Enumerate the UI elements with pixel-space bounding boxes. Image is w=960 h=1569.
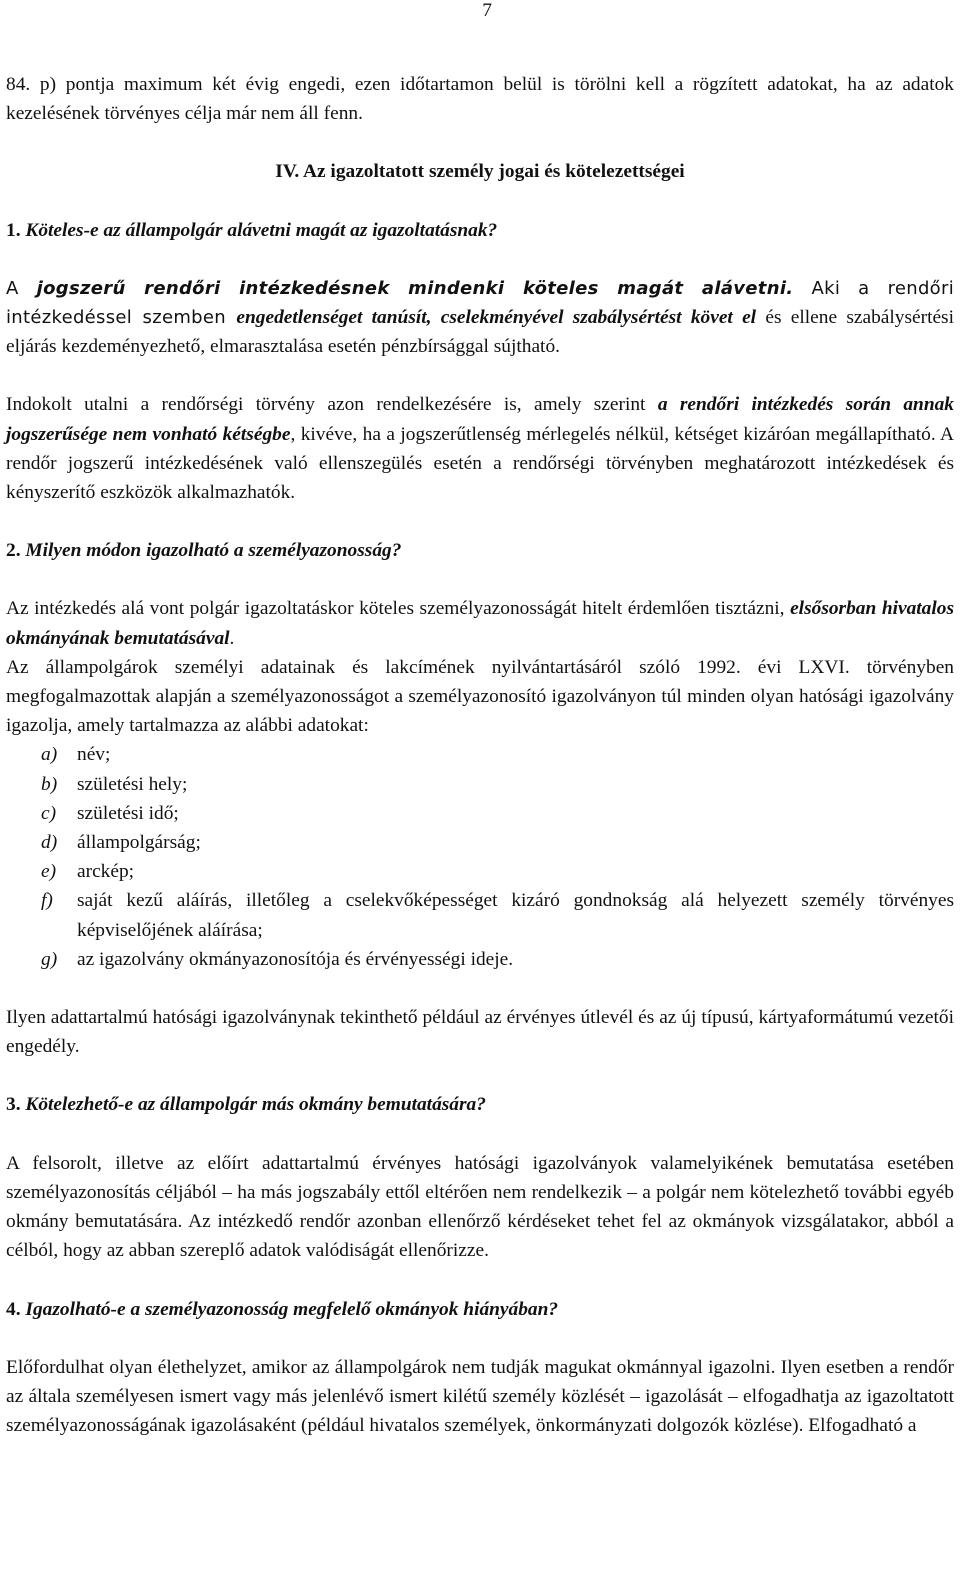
q2-paragraph-1 bbox=[6, 594, 954, 652]
chapter-title: IV. Az igazoltatott személy jogai és kötelezettségei bbox=[275, 161, 685, 183]
q1-p1-a: A bbox=[6, 277, 37, 299]
list-item-label: e) bbox=[41, 861, 57, 883]
list-item-text: saját kezű aláírás, illetőleg a cselekvőképességet kizáró gondnokság alá helyezett személy törvényes képviselőjének aláírása; bbox=[77, 890, 954, 941]
list-item bbox=[6, 886, 954, 944]
q2-paragraph-3: Ilyen adattartalmú hatósági igazolványnak tekinthető például az érvényes útlevél és az új típusú, kártyaformátumú vezetői engedély. bbox=[6, 1007, 954, 1058]
list-item-label: d) bbox=[41, 832, 58, 854]
list-item-label: g) bbox=[41, 948, 58, 970]
q1-p2-b: a rendőri intézkedés során annak jogszerűsége nem vonható kétségbe bbox=[6, 394, 954, 445]
list-item bbox=[6, 740, 954, 769]
id-data-list bbox=[6, 740, 954, 974]
list-item-text: születési idő; bbox=[77, 802, 179, 824]
question-1-heading bbox=[6, 216, 954, 245]
q2-p1-c: . bbox=[229, 627, 235, 649]
question-2-number: 2. bbox=[6, 540, 21, 562]
list-item-text: név; bbox=[77, 744, 111, 766]
q1-p1-d: engedetlenséget tanúsít, cselekményével szabálysértést követ el bbox=[236, 307, 757, 329]
q1-p1-e: és ellene szabálysértési eljárás kezdeményezhető, elmarasztalása esetén pénzbírsággal sújtható. bbox=[6, 307, 954, 358]
document-body bbox=[6, 70, 954, 1440]
q4-paragraph-1: Előfordulhat olyan élethelyzet, amikor az állampolgárok nem tudják magukat okmánnyal igazolni. Ilyen esetben a rendőr az általa személyesen ismert vagy más jelenlévő ismert kilétű személy közlését – igazolását – elfogadhatja az igazoltatott személyazonosságának igazolásaként (például hivatalos személyek, önkormányzati dolgozók közlése). Elfogadható a bbox=[6, 1356, 954, 1437]
question-3-number: 3. bbox=[6, 1094, 21, 1116]
question-1-number: 1. bbox=[6, 219, 21, 241]
question-4-number: 4. bbox=[6, 1298, 21, 1320]
list-item bbox=[6, 945, 954, 974]
list-item-text: születési hely; bbox=[77, 773, 188, 795]
intro-paragraph: 84. p) pontja maximum két évig engedi, ezen időtartamon belül is törölni kell a rögzített adatokat, ha az adatok kezelésének törvényes célja már nem áll fenn. bbox=[6, 74, 954, 125]
list-item-label: a) bbox=[41, 744, 58, 766]
question-2-heading bbox=[6, 536, 954, 565]
q1-p2-a: Indokolt utalni a rendőrségi törvény azon rendelkezésére is, amely szerint bbox=[6, 394, 658, 416]
q1-p1-b: jogszerű rendőri intézkedésnek mindenki köteles magát alávetni. bbox=[36, 277, 794, 299]
list-item bbox=[6, 828, 954, 857]
page-number: 7 bbox=[482, 0, 492, 21]
question-4-heading bbox=[6, 1295, 954, 1324]
q3-paragraph-1: A felsorolt, illetve az előírt adattartalmú érvényes hatósági igazolványok valamelyikének bemutatása esetében személyazonosítás céljából – ha más jogszabály ettől eltérően nem rendelkezik – a polgár nem kötelezhető további egyéb okmány bemutatására. Az intézkedő rendőr azonban ellenőrző kérdéseket tehet fel az okmányok vizsgálatakor, abból a célból, hogy az abban szereplő adatok valódiságát ellenőrizze. bbox=[6, 1152, 954, 1262]
list-item-label: f) bbox=[41, 890, 53, 912]
list-item-text: az igazolvány okmányazonosítója és érvényességi ideje. bbox=[77, 948, 514, 970]
q1-paragraph-2 bbox=[6, 390, 954, 507]
list-item bbox=[6, 799, 954, 828]
list-item bbox=[6, 857, 954, 886]
q1-paragraph-1 bbox=[6, 274, 954, 362]
list-item-text: arckép; bbox=[77, 861, 135, 883]
q2-paragraph-2: Az állampolgárok személyi adatainak és lakcímének nyilvántartásáról szóló 1992. évi LXVI. törvényben megfogalmazottak alapján a személyazonosságot a személyazonosító igazolványon túl minden olyan hatósági igazolvány igazolja, amely tartalmazza az alábbi adatokat: bbox=[6, 656, 954, 737]
q2-p1-a: Az intézkedés alá vont polgár igazoltatáskor köteles személyazonosságát hitelt érdemlően tisztázni, bbox=[6, 598, 791, 620]
question-3-text: Kötelezhető-e az állampolgár más okmány bemutatására? bbox=[25, 1094, 486, 1116]
list-item bbox=[6, 770, 954, 799]
list-item-label: c) bbox=[41, 802, 57, 824]
q2-p1-b: elsősorban hivatalos okmányának bemutatásával bbox=[6, 598, 955, 649]
question-1-text: Köteles-e az állampolgár alávetni magát az igazoltatásnak? bbox=[25, 219, 498, 241]
question-3-heading bbox=[6, 1090, 954, 1119]
q1-p2-c: , kivéve, ha a jogszerűtlenség mérlegelés nélkül, kétséget kizáróan megállapítható. A rendőr jogszerű intézkedésének való ellenszegülés esetén a rendőrségi törvényben meghatározott intézkedések és kényszerítő eszközök alkalmazhatók. bbox=[6, 423, 955, 504]
list-item-label: b) bbox=[41, 773, 58, 795]
question-4-text: Igazolható-e a személyazonosság megfelelő okmányok hiányában? bbox=[25, 1298, 559, 1320]
q1-p1-c: Aki a rendőri intézkedéssel szemben bbox=[6, 277, 954, 329]
list-item-text: állampolgárság; bbox=[77, 832, 201, 854]
question-2-text: Milyen módon igazolható a személyazonosság? bbox=[25, 540, 402, 562]
